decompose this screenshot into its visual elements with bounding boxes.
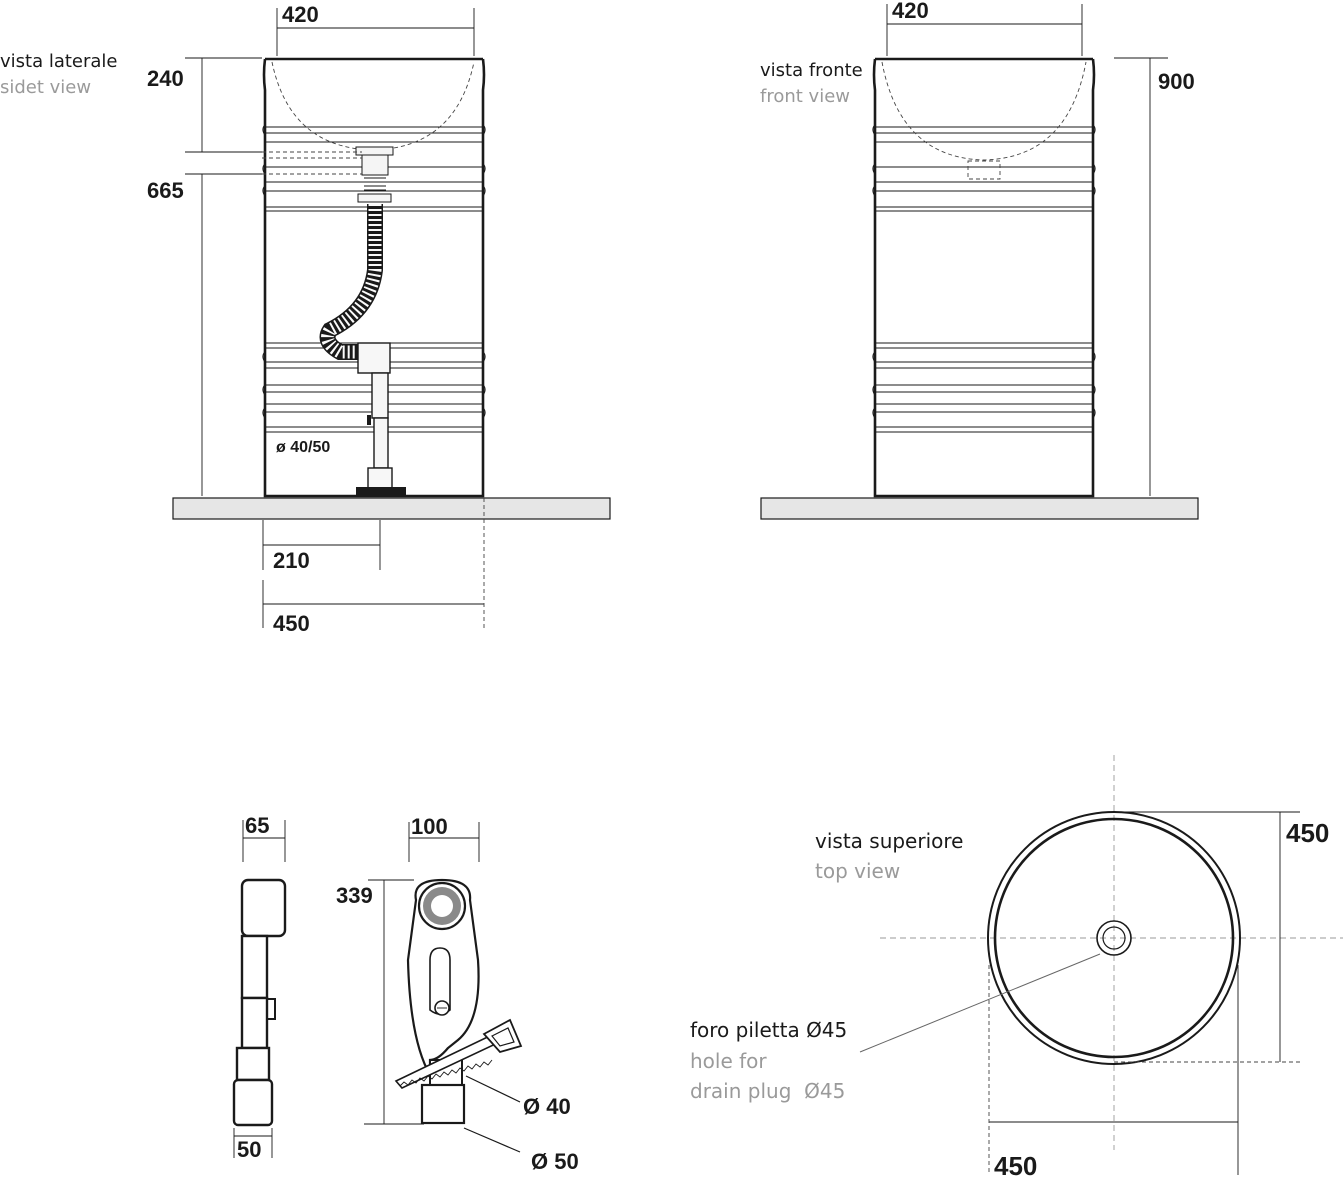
svg-text:100: 100 — [411, 814, 448, 839]
side-view-title-en: sidet view — [0, 77, 92, 98]
side-dim-210 — [263, 520, 380, 573]
siphon-side-detail — [234, 813, 285, 1162]
top-dim-450-horizontal — [989, 965, 1238, 1177]
front-barrel-outline — [874, 59, 1094, 496]
svg-text:900: 900 — [1158, 69, 1195, 94]
siphon-front-detail — [336, 814, 579, 1174]
top-hole-label-en-2: drain plug Ø45 — [690, 1079, 846, 1103]
top-hole-leader — [860, 954, 1100, 1052]
front-view-title-it: vista fronte — [760, 60, 863, 81]
front-floor-slab — [761, 498, 1198, 519]
svg-text:240: 240 — [147, 66, 184, 91]
front-ribs-upper — [873, 125, 1095, 211]
svg-text:339: 339 — [336, 883, 373, 908]
svg-text:Ø 50: Ø 50 — [531, 1149, 579, 1174]
front-dim-900 — [1114, 58, 1195, 496]
front-view — [760, 0, 1198, 519]
svg-text:420: 420 — [282, 2, 319, 27]
side-dim-240 — [147, 58, 362, 158]
siphon-front-dim-100 — [409, 814, 479, 862]
svg-text:Ø 40: Ø 40 — [523, 1094, 571, 1119]
side-view-title-it: vista laterale — [0, 51, 118, 72]
side-drain-plug — [356, 147, 393, 202]
front-drain-hidden — [968, 161, 1000, 179]
svg-text:450: 450 — [1286, 818, 1330, 848]
side-view — [0, 2, 610, 636]
svg-text:65: 65 — [245, 813, 270, 838]
siphon-side-body — [234, 880, 285, 1125]
front-dim-420 — [887, 0, 1082, 56]
svg-text:210: 210 — [273, 548, 310, 573]
top-view — [690, 755, 1343, 1177]
side-drain-diameter: ø 40/50 — [276, 439, 331, 456]
top-hole-label-it: foro piletta Ø45 — [690, 1018, 848, 1042]
svg-text:450: 450 — [994, 1151, 1038, 1177]
front-bowl-hidden-line — [882, 62, 1086, 160]
svg-text:50: 50 — [237, 1137, 262, 1162]
siphon-dia-40-callout — [466, 1076, 571, 1119]
top-dim-450-vertical — [1114, 812, 1329, 1062]
front-view-title-en: front view — [760, 86, 850, 107]
svg-text:450: 450 — [273, 611, 310, 636]
top-view-title-it: vista superiore — [815, 829, 964, 853]
svg-text:420: 420 — [892, 0, 929, 23]
side-siphon-body — [356, 343, 406, 495]
side-dim-420 — [277, 2, 474, 56]
side-floor-slab — [173, 498, 610, 519]
front-ribs-lower — [873, 343, 1095, 432]
siphon-side-dim-65 — [243, 813, 285, 862]
top-hole-label-en-1: hole for — [690, 1049, 767, 1073]
siphon-front-body — [408, 880, 479, 1123]
top-view-title-en: top view — [815, 859, 901, 883]
siphon-side-dim-50 — [234, 1128, 272, 1162]
side-bowl-hidden-line — [272, 62, 474, 150]
siphon-dia-50-callout — [464, 1128, 579, 1174]
svg-text:665: 665 — [147, 178, 184, 203]
